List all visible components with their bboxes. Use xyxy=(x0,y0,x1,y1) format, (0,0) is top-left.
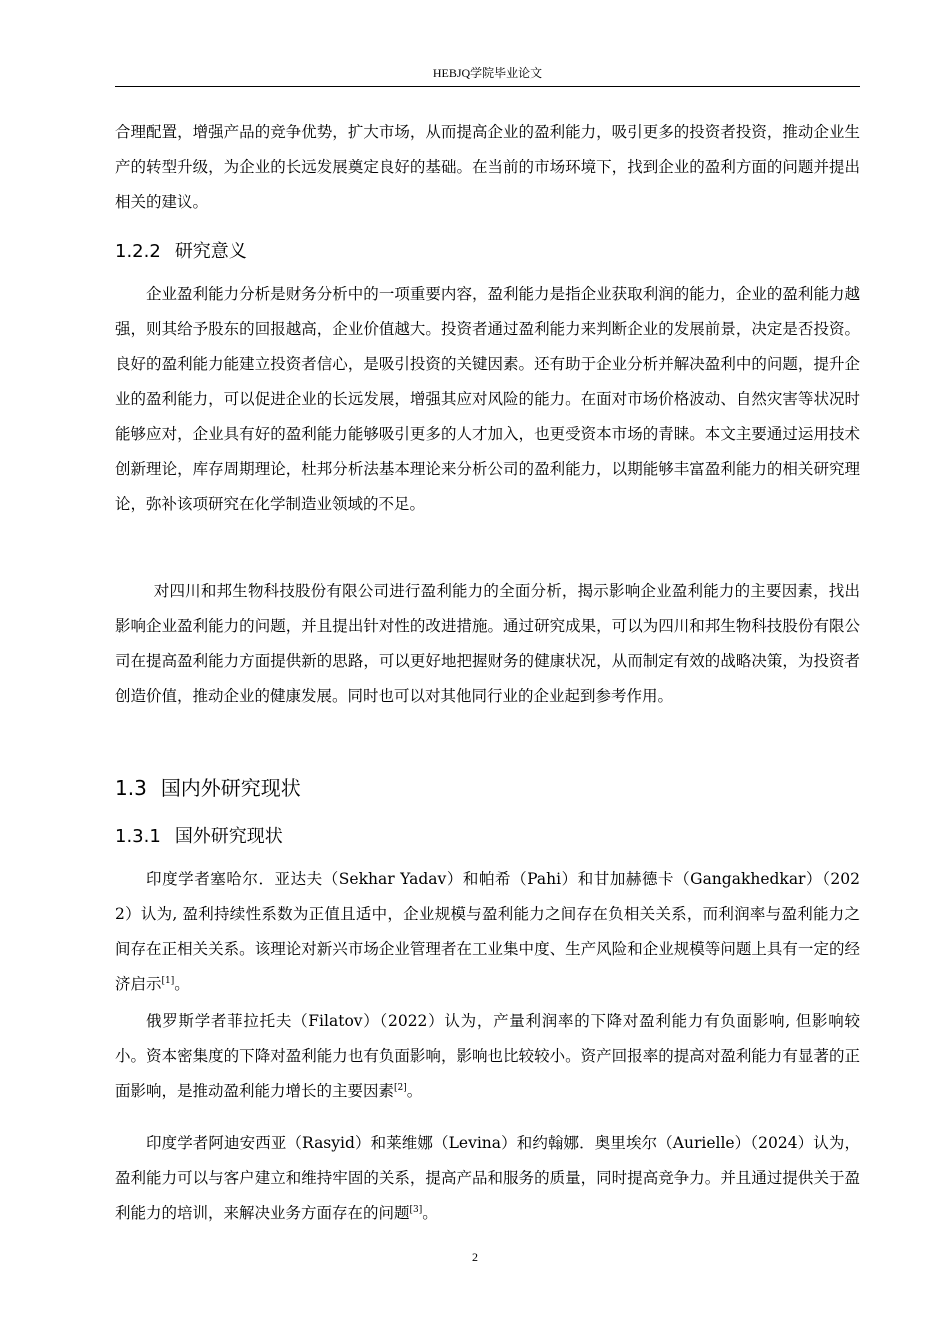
significance-paragraph-2: 对四川和邦生物科技股份有限公司进行盈利能力的全面分析，揭示影响企业盈利能力的主要因素，找出影响企业盈利能力的问题，并且提出针对性的改进措施。通过研究成果，可以为四川和邦生物科技股份有限公司在提高盈利能力方面提供新的思路，可以更好地把握财务的健康状况，从而制定有效的战略决策，为投资者创造价值，推动企业的健康发展。同时也可以对其他同行业的企业起到参考作用。 xyxy=(115,582,860,705)
section-number: 1.3 xyxy=(115,776,147,800)
section-1-2-2-heading xyxy=(115,237,247,263)
section-title: 国外研究现状 xyxy=(174,826,283,847)
citation-2: [2] xyxy=(394,1082,407,1093)
paragraph-text: 俄罗斯学者菲拉托夫（Filatov）（2022）认为，产量利润率的下降对盈利能力有负面影响, 但影响较小。资本密集度的下降对盈利能力也有负面影响，影响也比较较小。资产回报率的提高对盈利能力有显著的正面影响，是推动盈利能力增长的主要因素 xyxy=(115,1012,860,1100)
header-rule xyxy=(115,86,860,87)
period: 。 xyxy=(174,975,190,993)
page-number: 2 xyxy=(472,1250,478,1264)
citation-3: [3] xyxy=(409,1204,423,1215)
significance-paragraph-1: 企业盈利能力分析是财务分析中的一项重要内容，盈利能力是指企业获取利润的能力，企业的盈利能力越强，则其给予股东的回报越高，企业价值越大。投资者通过盈利能力来判断企业的发展前景，决定是否投资。良好的盈利能力能建立投资者信心，是吸引投资的关键因素。还有助于企业分析并解决盈利中的问题，提升企业的盈利能力，可以促进企业的长远发展，增强其应对风险的能力。在面对市场价格波动、自然灾害等状况时能够应对，企业具有好的盈利能力能够吸引更多的人才加入，也更受资本市场的青睐。本文主要通过运用技术创新理论，库存周期理论，杜邦分析法基本理论来分析公司的盈利能力，以期能够丰富盈利能力的相关研究理论，弥补该项研究在化学制造业领域的不足。 xyxy=(115,285,860,513)
section-1-3-1-heading xyxy=(115,822,283,848)
period: 。 xyxy=(422,1204,438,1222)
intro-paragraph: 合理配置，增强产品的竞争优势，扩大市场，从而提高企业的盈利能力，吸引更多的投资者投资，推动企业生产的转型升级，为企业的长远发展奠定良好的基础。在当前的市场环境下，找到企业的盈利方面的问题并提出相关的建议。 xyxy=(115,123,860,211)
foreign-research-paragraph-2 xyxy=(115,1004,860,1109)
section-number: 1.2.2 xyxy=(115,241,161,262)
foreign-research-paragraph-3 xyxy=(115,1126,860,1231)
section-number: 1.3.1 xyxy=(115,826,161,847)
foreign-research-paragraph-1 xyxy=(115,862,860,1002)
citation-1: [1] xyxy=(161,975,175,986)
section-title: 研究意义 xyxy=(174,241,247,262)
paragraph-text: 印度学者塞哈尔．亚达夫（Sekhar Yadav）和帕希（Pahi）和甘加赫德卡（Gangakhedkar）（2022）认为, 盈利持续性系数为正值且适中，企业规模与盈利能力之间存在负相关关系，而利润率与盈利能力之间存在正相关关系。该理论对新兴市场企业管理者在工业集中度、生产风险和企业规模等问题上具有一定的经济启示 xyxy=(115,870,860,993)
running-header: HEBJQ学院毕业论文 xyxy=(432,66,543,80)
section-1-3-heading xyxy=(115,772,301,801)
section-title: 国内外研究现状 xyxy=(160,776,301,800)
period: 。 xyxy=(406,1082,423,1100)
paragraph-text: 印度学者阿迪安西亚（Rasyid）和莱维娜（Levina）和约翰娜．奥里埃尔（Aurielle）（2024）认为，盈利能力可以与客户建立和维持牢固的关系，提高产品和服务的质量，同时提高竞争力。并且通过提供关于盈利能力的培训，来解决业务方面存在的问题 xyxy=(115,1134,860,1222)
